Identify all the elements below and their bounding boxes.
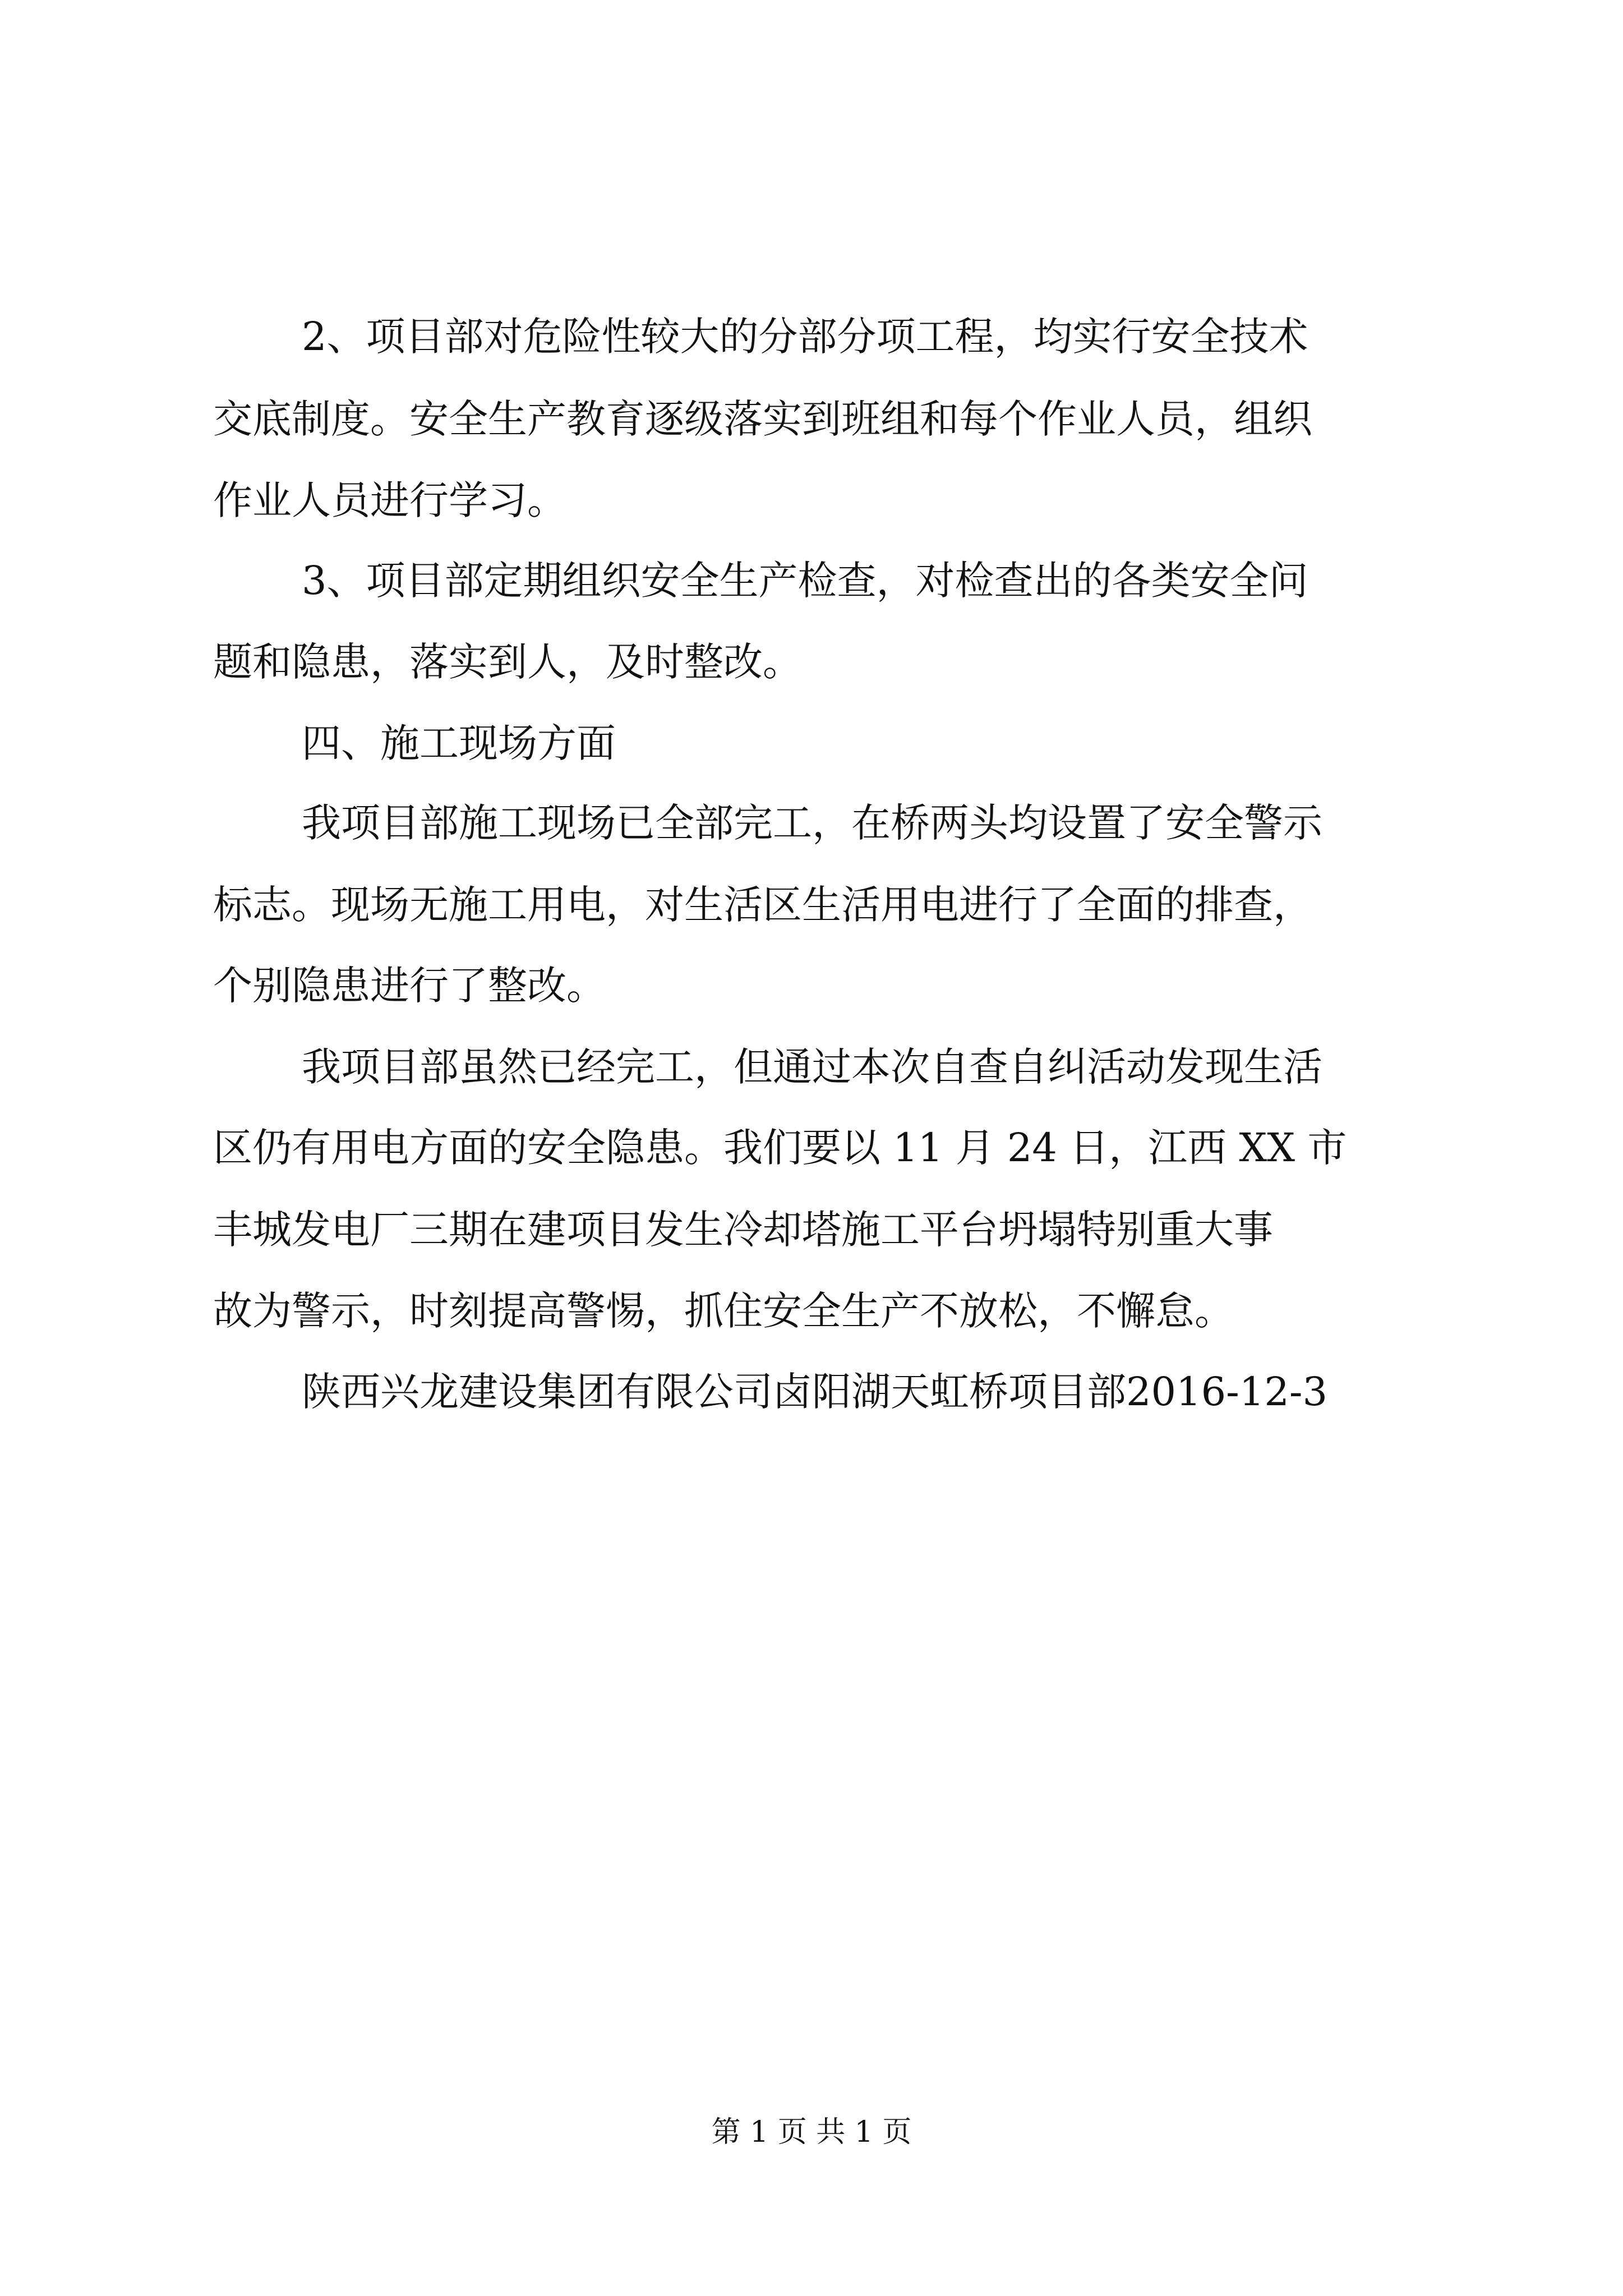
page-footer: 第 1 页 共 1 页	[711, 2115, 912, 2149]
site-paragraph-line-3: 个别隐患进行了整改。	[213, 963, 606, 1009]
conclusion-line-3: 丰城发电厂三期在建项目发生冷却塔施工平台坍塌特别重大事	[213, 1207, 1273, 1253]
paragraph-2-line-2: 交底制度。安全生产教育逐级落实到班组和每个作业人员，组织	[213, 396, 1312, 442]
site-paragraph-line-2: 标志。现场无施工用电，对生活区生活用电进行了全面的排查，	[213, 882, 1312, 928]
conclusion-line-4: 故为警示，时刻提高警惕，抓住安全生产不放松，不懈怠。	[213, 1288, 1234, 1334]
conclusion-line-1: 我项目部虽然已经完工，但通过本次自查自纠活动发现生活	[302, 1044, 1322, 1090]
paragraph-2-line-3: 作业人员进行学习。	[213, 477, 566, 523]
paragraph-3-line-1: 3、项目部定期组织安全生产检查，对检查出的各类安全问	[302, 558, 1308, 604]
paragraph-3-line-2: 题和隐患，落实到人，及时整改。	[213, 639, 802, 685]
paragraph-2-line-1: 2、项目部对危险性较大的分部分项工程，均实行安全技术	[302, 314, 1308, 360]
conclusion-line-2: 区仍有用电方面的安全隐患。我们要以 11 月 24 日，江西 XX 市	[213, 1125, 1347, 1171]
section-heading: 四、施工现场方面	[302, 720, 616, 766]
site-paragraph-line-1: 我项目部施工现场已全部完工，在桥两头均设置了安全警示	[302, 800, 1322, 846]
signature-line: 陕西兴龙建设集团有限公司卤阳湖天虹桥项目部2016-12-3	[302, 1369, 1328, 1415]
